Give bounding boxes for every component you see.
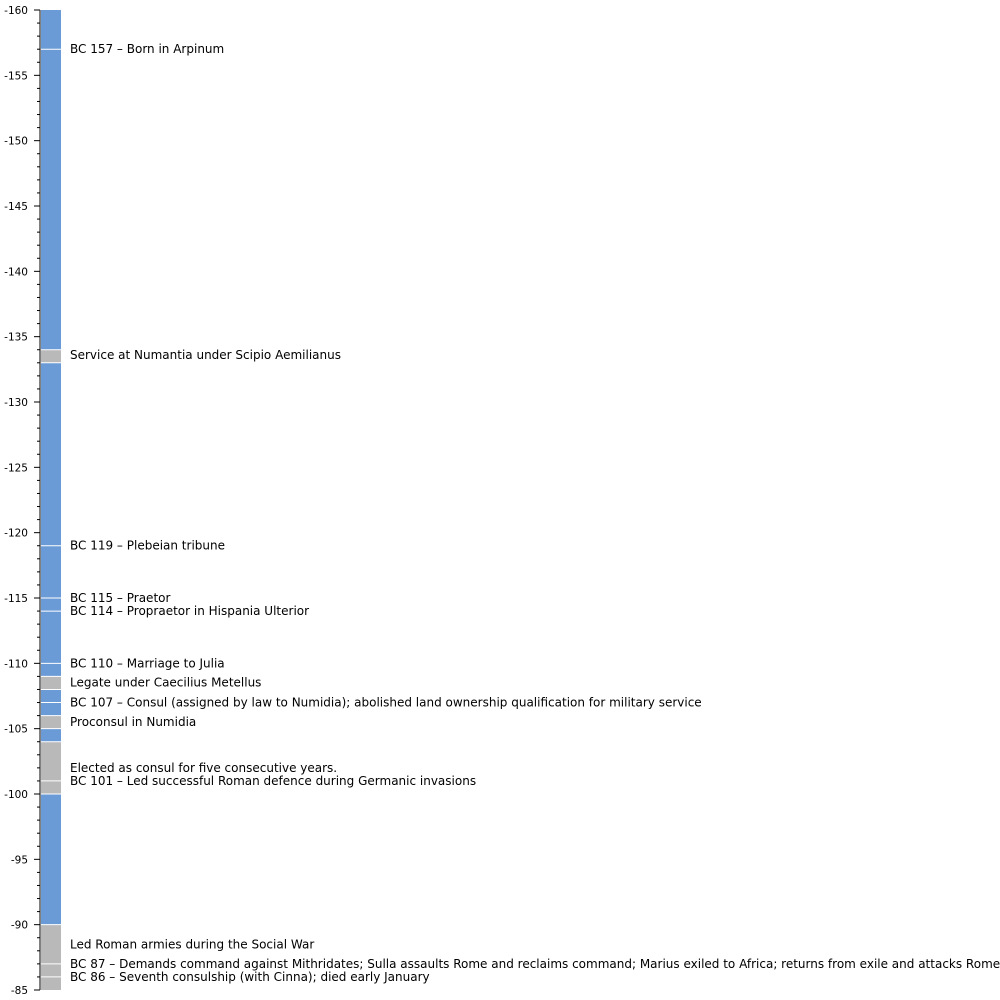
period-block — [41, 742, 61, 794]
period-block — [41, 716, 61, 729]
event-label: Legate under Caecilius Metellus — [70, 675, 262, 690]
event-label: Led Roman armies during the Social War — [70, 937, 315, 952]
timeline-bar-layer — [41, 10, 61, 990]
y-tick-label: -100 — [4, 789, 28, 801]
y-tick-label: -95 — [10, 854, 28, 867]
event-label: Service at Numantia under Scipio Aemilianus — [70, 347, 341, 362]
y-tick-label: -115 — [4, 593, 28, 605]
y-tick-label: -105 — [4, 723, 28, 736]
event-label: BC 86 – Seventh consulship (with Cinna); died early January — [70, 969, 430, 984]
y-tick-label: -85 — [10, 985, 28, 997]
y-tick-label: -130 — [4, 397, 28, 409]
timeline-bar — [41, 10, 61, 990]
event-label: Proconsul in Numidia — [70, 715, 197, 730]
y-tick-label: -135 — [4, 331, 28, 344]
y-tick-label: -160 — [4, 5, 28, 17]
event-label: BC 101 – Led successful Roman defence during Germanic invasions — [70, 773, 477, 788]
period-block — [41, 676, 61, 689]
y-tick-label: -120 — [4, 527, 28, 540]
y-tick-label: -90 — [10, 919, 28, 932]
y-tick-label: -125 — [4, 462, 28, 475]
period-block — [41, 925, 61, 990]
event-label: BC 110 – Marriage to Julia — [70, 656, 225, 671]
event-label: BC 119 – Plebeian tribune — [70, 538, 225, 553]
event-label: BC 107 – Consul (assigned by law to Numidia); abolished land ownership qualification for military service — [70, 695, 702, 710]
y-tick-label: -150 — [4, 135, 28, 148]
y-tick-label: -110 — [4, 658, 28, 671]
event-label: BC 157 – Born in Arpinum — [70, 42, 225, 57]
period-block — [41, 350, 61, 363]
y-tick-label: -140 — [4, 266, 28, 279]
y-axis — [4, 5, 40, 997]
event-labels — [70, 42, 1000, 984]
y-tick-label: -155 — [4, 70, 28, 83]
event-label: BC 87 – Demands command against Mithridates; Sulla assaults Rome and reclaims command; Marius exiled to Africa; returns from exile and attacks Rome — [70, 956, 1000, 971]
event-label: Elected as consul for five consecutive years. — [70, 760, 338, 775]
event-label: BC 115 – Praetor — [70, 591, 171, 605]
event-label: BC 114 – Propraetor in Hispania Ulterior — [70, 604, 310, 619]
y-tick-label: -145 — [4, 201, 28, 213]
